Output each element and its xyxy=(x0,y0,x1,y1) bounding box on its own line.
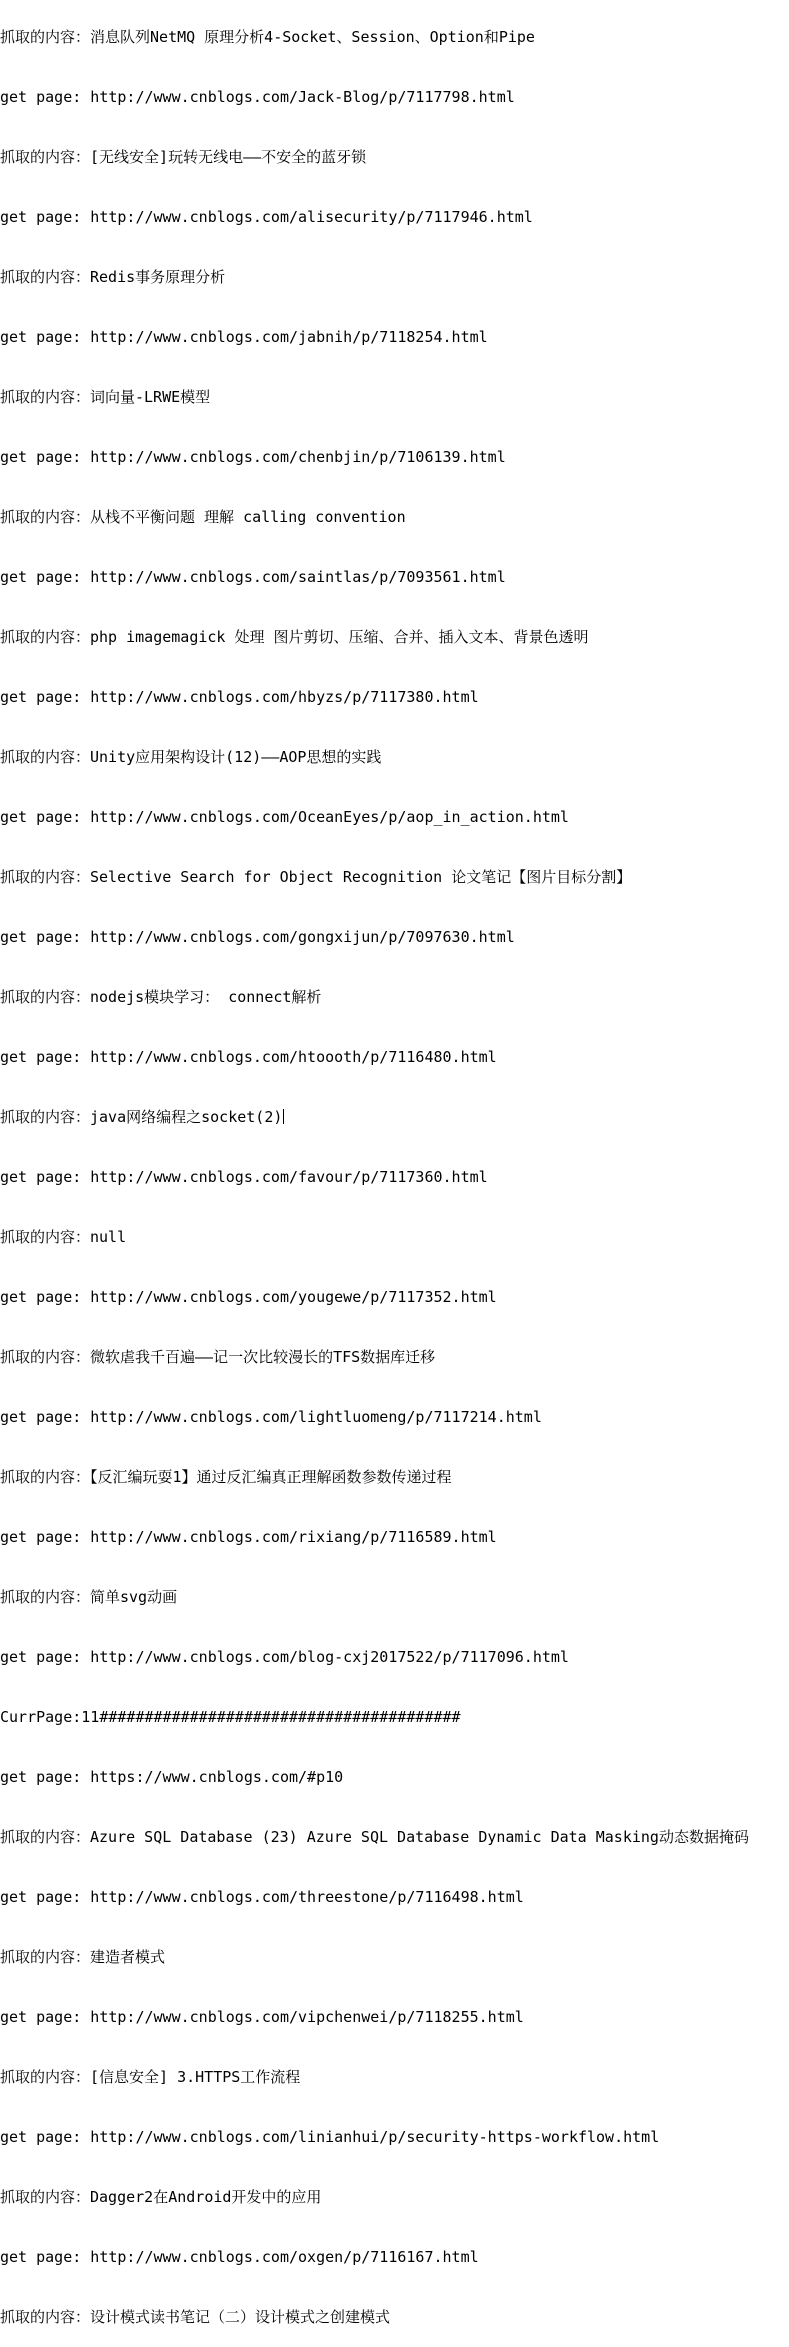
console-line: get page: http://www.cnblogs.com/hbyzs/p/7117380.html xyxy=(0,688,479,706)
console-line: 抓取的内容：【反汇编玩耍1】通过反汇编真正理解函数参数传递过程 xyxy=(0,1468,452,1486)
console-line: 抓取的内容：简单svg动画 xyxy=(0,1588,178,1606)
console-line-text: 抓取的内容：java网络编程之socket(2) xyxy=(0,1108,283,1126)
console-line: get page: http://www.cnblogs.com/yougewe/p/7117352.html xyxy=(0,1288,497,1306)
console-line: 抓取的内容：Selective Search for Object Recognition 论文笔记【图片目标分割】 xyxy=(0,868,632,886)
console-line: CurrPage:11######################################## xyxy=(0,1708,461,1726)
console-line: get page: http://www.cnblogs.com/threestone/p/7116498.html xyxy=(0,1888,524,1906)
console-line: 抓取的内容：设计模式读书笔记（二）设计模式之创建模式 xyxy=(0,2308,391,2326)
console-line: get page: http://www.cnblogs.com/jabnih/p/7118254.html xyxy=(0,328,488,346)
text-cursor xyxy=(283,1109,284,1124)
console-line: 抓取的内容：Redis事务原理分析 xyxy=(0,268,226,286)
console-line: 抓取的内容：[无线安全]玩转无线电——不安全的蓝牙锁 xyxy=(0,148,367,166)
console-line: get page: http://www.cnblogs.com/Jack-Blog/p/7117798.html xyxy=(0,88,515,106)
console-line: 抓取的内容：微软虐我千百遍——记一次比较漫长的TFS数据库迁移 xyxy=(0,1348,436,1366)
console-line: get page: http://www.cnblogs.com/saintlas/p/7093561.html xyxy=(0,568,506,586)
console-line: get page: http://www.cnblogs.com/lightluomeng/p/7117214.html xyxy=(0,1408,542,1426)
console-line: get page: http://www.cnblogs.com/htoooth/p/7116480.html xyxy=(0,1048,497,1066)
console-line-with-caret xyxy=(0,1107,789,1127)
console-line: get page: http://www.cnblogs.com/gongxijun/p/7097630.html xyxy=(0,928,515,946)
console-line: 抓取的内容：消息队列NetMQ 原理分析4-Socket、Session、Option和Pipe xyxy=(0,28,535,46)
console-line: get page: http://www.cnblogs.com/favour/p/7117360.html xyxy=(0,1168,488,1186)
console-line: 抓取的内容：null xyxy=(0,1228,127,1246)
console-line: 抓取的内容：建造者模式 xyxy=(0,1948,166,1966)
console-line: get page: http://www.cnblogs.com/linianhui/p/security-https-workflow.html xyxy=(0,2128,660,2146)
console-line: 抓取的内容：从栈不平衡问题 理解 calling convention xyxy=(0,508,406,526)
console-line: get page: http://www.cnblogs.com/OceanEyes/p/aop_in_action.html xyxy=(0,808,569,826)
console-line: 抓取的内容：[信息安全] 3.HTTPS工作流程 xyxy=(0,2068,301,2086)
console-line: get page: http://www.cnblogs.com/alisecurity/p/7117946.html xyxy=(0,208,533,226)
console-line: get page: http://www.cnblogs.com/chenbjin/p/7106139.html xyxy=(0,448,506,466)
console-line: 抓取的内容：Azure SQL Database (23) Azure SQL Database Dynamic Data Masking动态数据掩码 xyxy=(0,1828,749,1846)
console-line: 抓取的内容：词向量-LRWE模型 xyxy=(0,388,211,406)
console-line: 抓取的内容：php imagemagick 处理 图片剪切、压缩、合并、插入文本、背景色透明 xyxy=(0,628,589,646)
console-line: 抓取的内容：nodejs模块学习： connect解析 xyxy=(0,988,322,1006)
console-line: get page: http://www.cnblogs.com/vipchenwei/p/7118255.html xyxy=(0,2008,524,2026)
console-line: 抓取的内容：Unity应用架构设计(12)——AOP思想的实践 xyxy=(0,748,382,766)
console-line: 抓取的内容：Dagger2在Android开发中的应用 xyxy=(0,2188,322,2206)
console-line: get page: http://www.cnblogs.com/rixiang/p/7116589.html xyxy=(0,1528,497,1546)
console-line: get page: http://www.cnblogs.com/oxgen/p/7116167.html xyxy=(0,2248,479,2266)
console-line: get page: http://www.cnblogs.com/blog-cxj2017522/p/7117096.html xyxy=(0,1648,569,1666)
console-line: get page: https://www.cnblogs.com/#p10 xyxy=(0,1768,344,1786)
